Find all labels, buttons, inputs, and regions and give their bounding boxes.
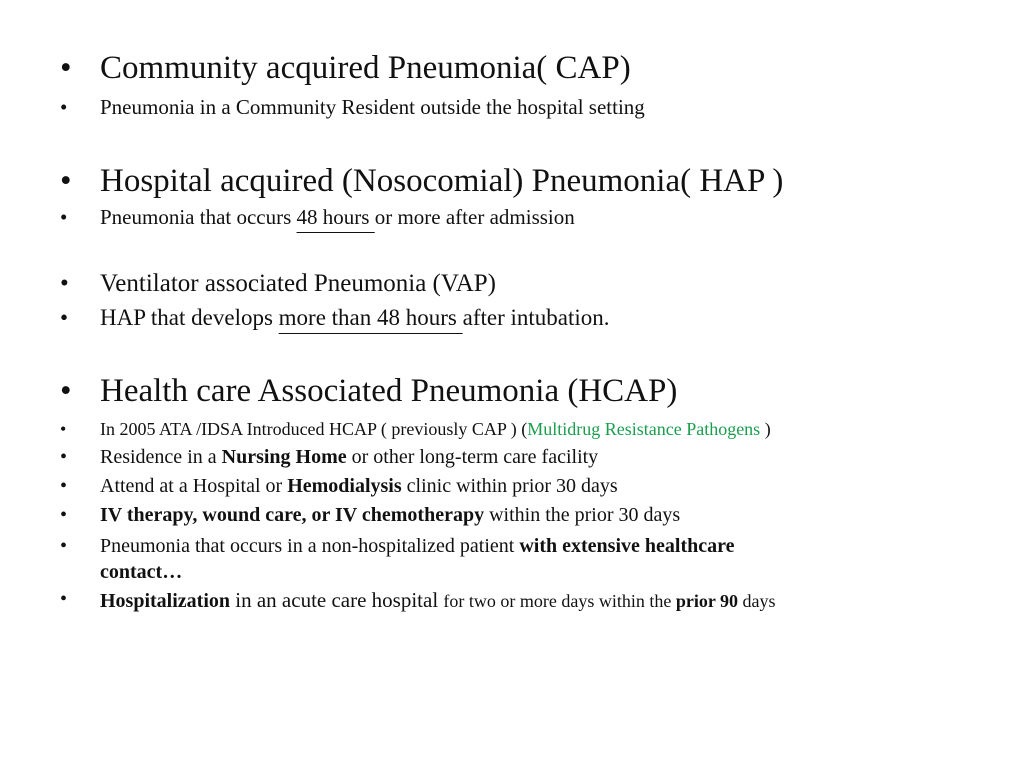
heading-text: Ventilator associated Pneumonia (VAP) xyxy=(100,270,496,297)
green-text: Multidrug Resistance Pathogens xyxy=(527,419,765,439)
text: ) xyxy=(764,419,771,439)
text: after intubation. xyxy=(462,305,610,330)
bold-text: prior 90 xyxy=(675,591,739,611)
bullet: • xyxy=(60,270,69,297)
text: HAP that develops xyxy=(100,305,279,330)
text: days xyxy=(738,591,776,611)
bullet: • xyxy=(60,588,68,610)
bullet: • xyxy=(60,205,68,229)
bullet: • xyxy=(60,163,72,199)
text: Pneumonia that occurs in a non-hospitalized patient xyxy=(100,535,520,557)
bold-text: IV therapy, wound care, or IV chemotherapy xyxy=(100,504,485,526)
bullet: • xyxy=(60,446,68,468)
heading-text: Health care Associated Pneumonia (HCAP) xyxy=(100,373,678,409)
bullet: • xyxy=(60,50,72,86)
bullet: • xyxy=(60,535,68,557)
bold-text: Nursing Home xyxy=(221,446,347,468)
text: within the prior 30 days xyxy=(484,504,681,526)
bullet: • xyxy=(60,373,72,409)
bold-text: Hemodialysis xyxy=(287,475,402,497)
bullet: • xyxy=(60,419,67,439)
text: or more after admission xyxy=(374,205,575,229)
text: In 2005 ATA /IDSA Introduced HCAP ( previously CAP ) ( xyxy=(100,419,528,439)
text: in an acute care hospital xyxy=(230,588,444,612)
item-text: Pneumonia in a Community Resident outside the hospital setting xyxy=(100,95,645,119)
text: Residence in a xyxy=(100,446,222,468)
text: Pneumonia that occurs xyxy=(100,205,297,229)
bullet: • xyxy=(60,305,69,330)
bold-text: Hospitalization xyxy=(100,590,231,612)
text: or other long-term care facility xyxy=(346,446,599,468)
text: for two or more days within the xyxy=(443,591,676,611)
bold-text: with extensive healthcare xyxy=(519,535,735,557)
bullet: • xyxy=(60,95,68,119)
bullet: • xyxy=(60,504,68,526)
text: clinic within prior 30 days xyxy=(401,475,618,497)
bullet: • xyxy=(60,475,68,497)
bold-text: contact… xyxy=(100,561,183,583)
underlined-text: 48 hours xyxy=(296,205,375,229)
heading-text: Community acquired Pneumonia( CAP) xyxy=(100,50,631,86)
underlined-text: more than 48 hours xyxy=(278,305,463,330)
heading-text: Hospital acquired (Nosocomial) Pneumonia( HAP ) xyxy=(100,163,784,199)
text: Attend at a Hospital or xyxy=(100,475,288,497)
